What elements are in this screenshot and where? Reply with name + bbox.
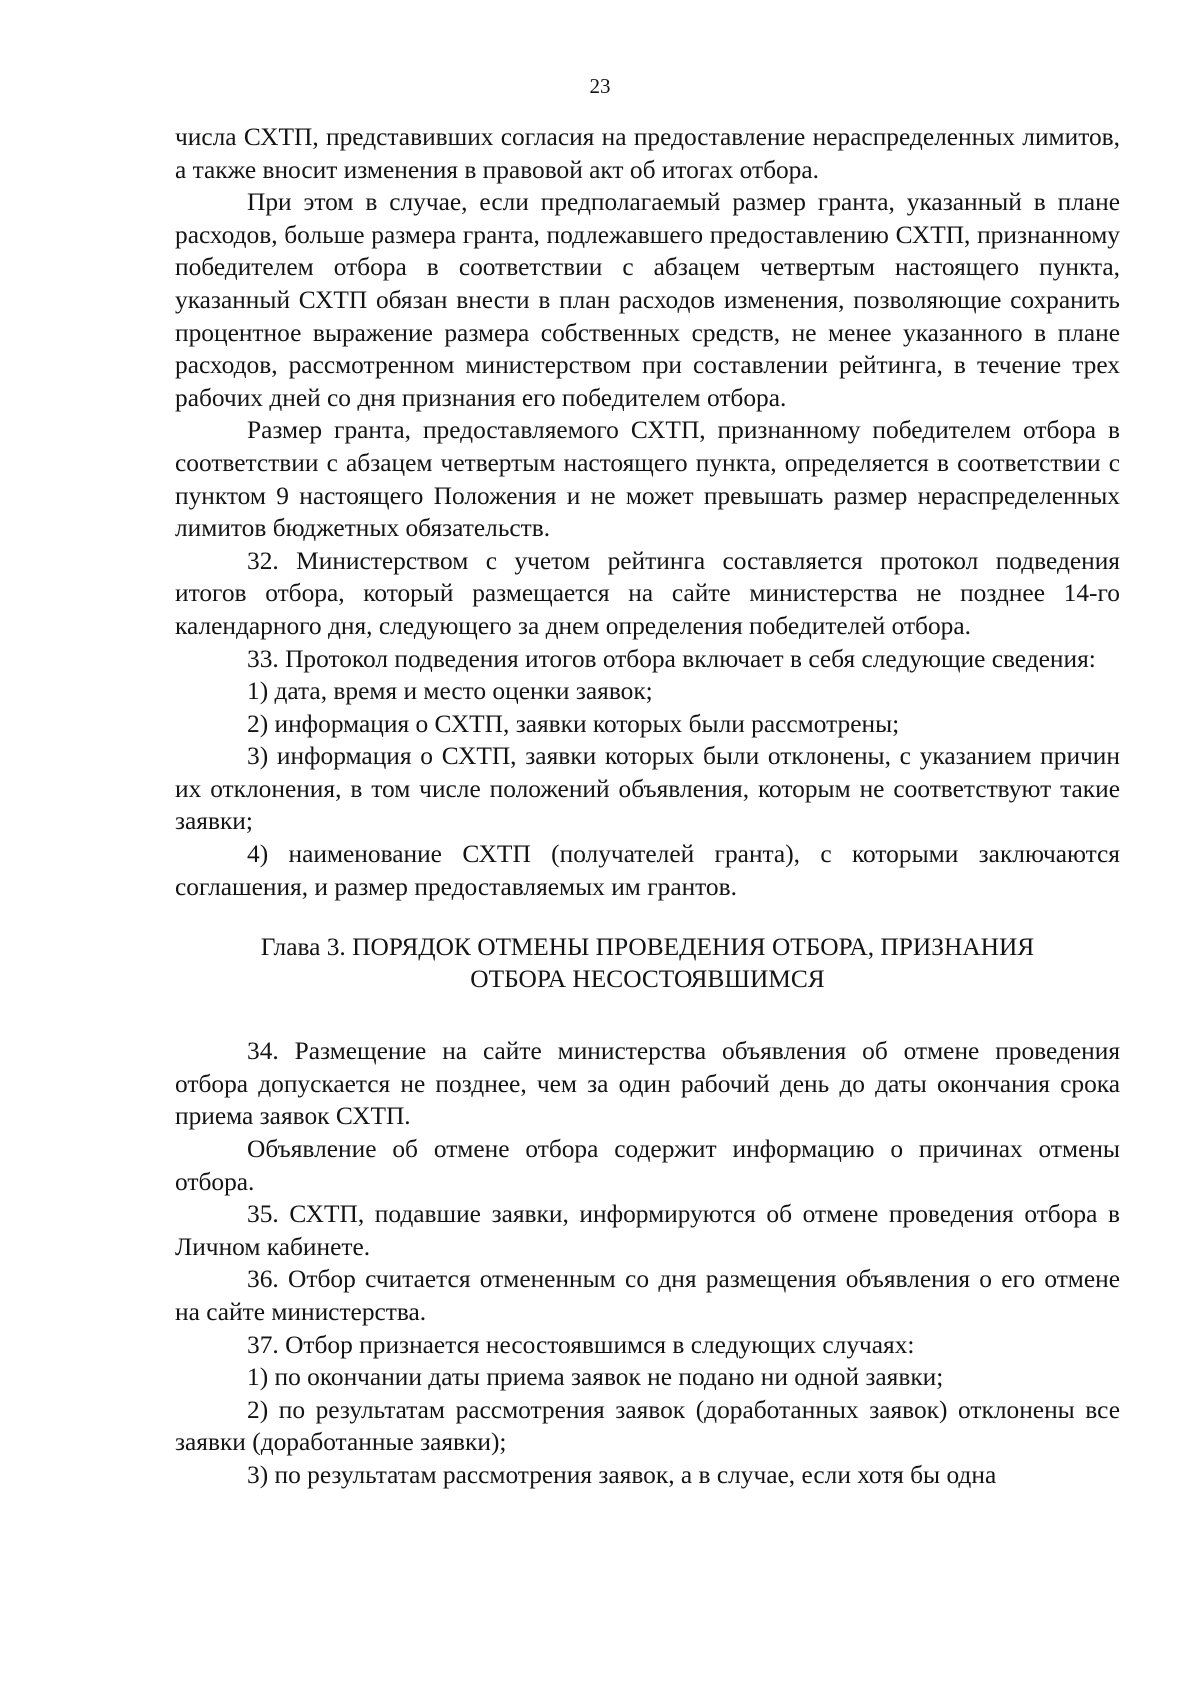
paragraph: Объявление об отмене отбора содержит информацию о причинах отмены отбора. — [175, 1135, 1120, 1196]
paragraph-item-33: 33. Протокол подведения итогов отбора включает в себя следующие сведения: — [247, 644, 1096, 673]
document-body — [175, 121, 1120, 1492]
list-item: 2) информация о СХТП, заявки которых были рассмотрены; — [247, 709, 900, 738]
paragraph-item-32: 32. Министерством с учетом рейтинга составляется протокол подведения итогов отбора, который размещается на сайте министерства не позднее 14-го календарного дня, следующего за днем определения победителей отбора. — [175, 546, 1120, 640]
list-item: 3) по результатам рассмотрения заявок, а в случае, если хотя бы одна — [247, 1460, 997, 1489]
paragraph-item-34: 34. Размещение на сайте министерства объявления об отмене проведения отбора допускается не позднее, чем за один рабочий день до даты окончания срока приема заявок СХТП. — [175, 1037, 1120, 1131]
chapter-heading-line-1: Глава 3. ПОРЯДОК ОТМЕНЫ ПРОВЕДЕНИЯ ОТБОРА, ПРИЗНАНИЯ — [260, 933, 1035, 962]
list-item: 4) наименование СХТП (получателей гранта), с которыми заключаются соглашения, и размер предоставляемых им грантов. — [175, 840, 1120, 901]
list-item: 3) информация о СХТП, заявки которых были отклонены, с указанием причин их отклонения, в том числе положений объявления, которым не соответствуют такие заявки; — [175, 742, 1120, 836]
paragraph: Размер гранта, предоставляемого СХТП, признанному победителем отбора в соответствии с абзацем четвертым настоящего пункта, определяется в соответствии с пунктом 9 настоящего Положения и не может превышать размер нераспределенных лимитов бюджетных обязательств. — [175, 416, 1120, 543]
paragraph-item-37: 37. Отбор признается несостоявшимся в следующих случаях: — [247, 1330, 915, 1359]
paragraph-item-35: 35. СХТП, подавшие заявки, информируются об отмене проведения отбора в Личном кабинете. — [175, 1200, 1120, 1261]
chapter-heading — [175, 931, 1120, 995]
paragraph: При этом в случае, если предполагаемый размер гранта, указанный в плане расходов, больше размера гранта, подлежавшего предоставлению СХТП, признанному победителем отбора в соответствии с абзацем четвертым настоящего пункта, указанный СХТП обязан внести в план расходов изменения, позволяющие сохранить процентное выражение размера собственных средств, не менее указанного в плане расходов, рассмотренном министерством при составлении рейтинга, в течение трех рабочих дней со дня признания его победителем отбора. — [175, 188, 1120, 412]
page-number: 23 — [589, 74, 611, 98]
list-item: 1) дата, время и место оценки заявок; — [247, 677, 653, 706]
paragraph-item-36: 36. Отбор считается отмененным со дня размещения объявления о его отмене на сайте министерства. — [175, 1265, 1120, 1326]
list-item: 2) по результатам рассмотрения заявок (доработанных заявок) отклонены все заявки (доработанные заявки); — [175, 1395, 1120, 1457]
paragraph: числа СХТП, представивших согласия на предоставление нераспределенных лимитов, а также вносит изменения в правовой акт об итогах отбора. — [175, 123, 1120, 184]
list-item: 1) по окончании даты приема заявок не подано ни одной заявки; — [247, 1363, 944, 1392]
chapter-heading-line-2: ОТБОРА НЕСОСТОЯВШИМСЯ — [470, 965, 825, 994]
